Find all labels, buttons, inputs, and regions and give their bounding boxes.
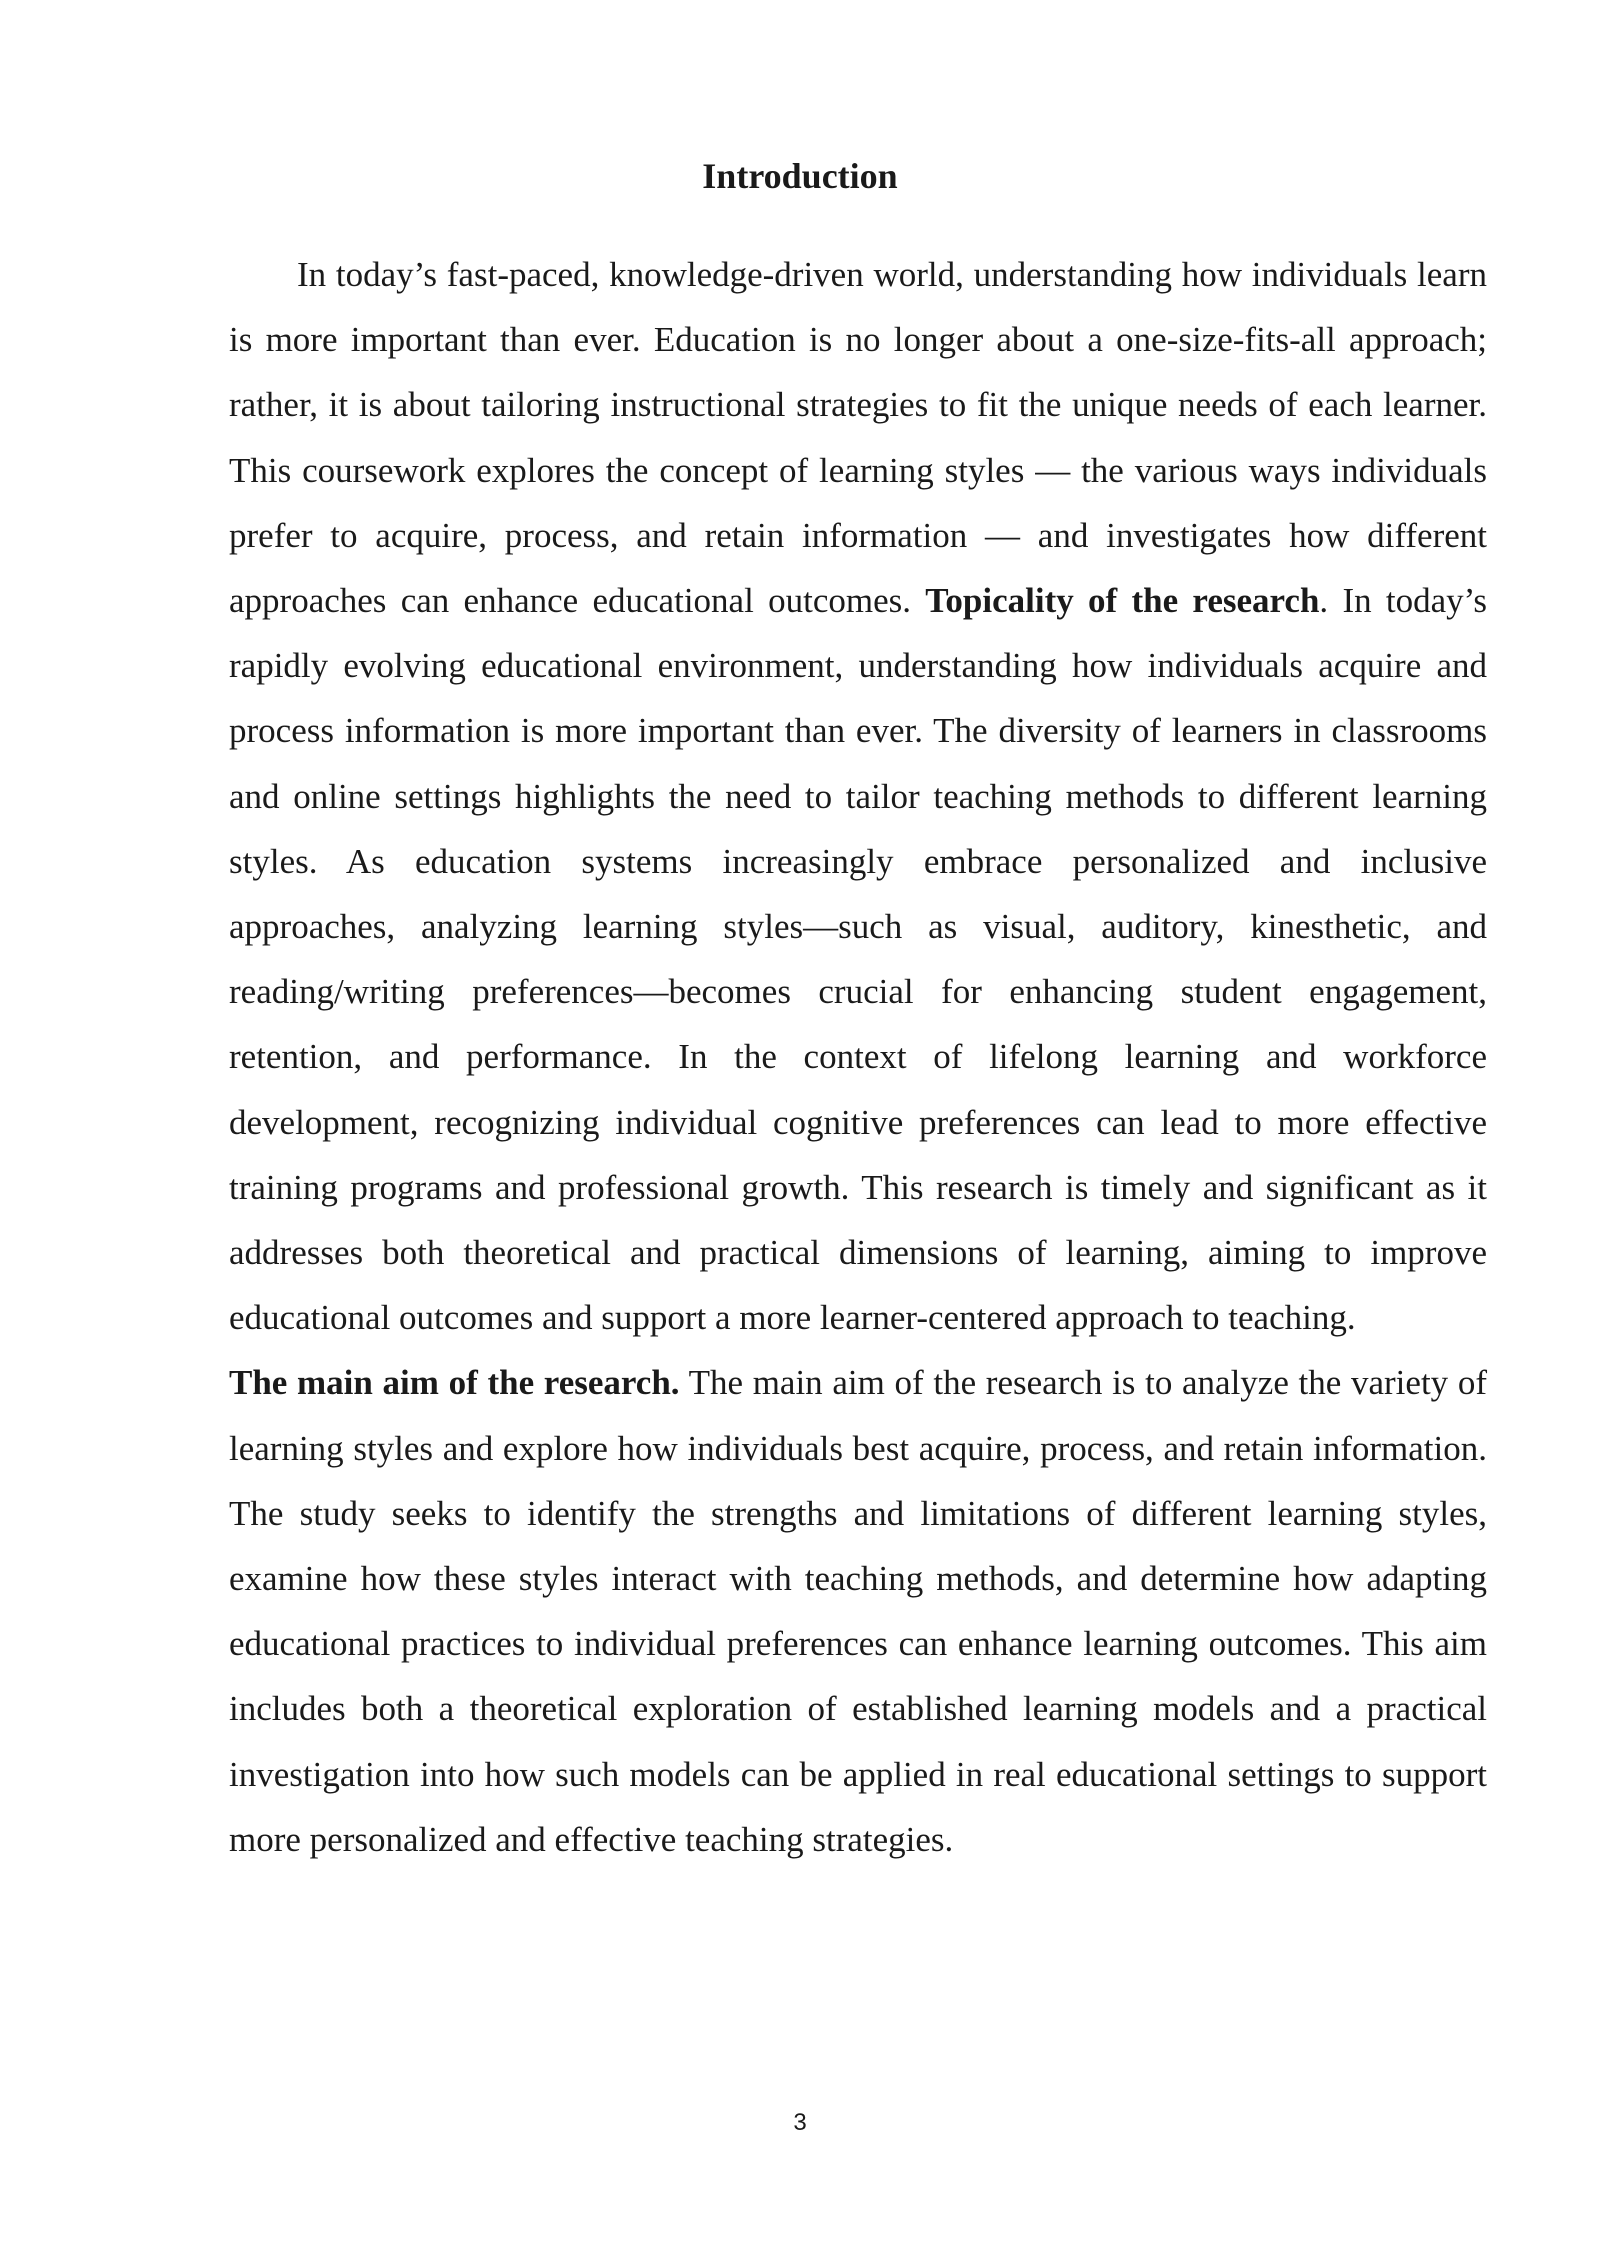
paragraph-main-aim: [229, 1350, 1487, 1872]
main-aim-heading: The main aim of the research.: [229, 1363, 680, 1403]
topicality-heading: Topicality of the research: [925, 581, 1320, 621]
topicality-text: . In today’s rapidly evolving educational environment, understanding how individuals acquire and process information is more important than ever. The diversity of learners in classrooms and online settings highlights the need to tailor teaching methods to different learning styles. As education systems increasingly embrace personalized and inclusive approaches, analyzing learning styles—such as visual, auditory, kinesthetic, and reading/writing preferences—becomes crucial for enhancing student engagement, retention, and performance. In the context of lifelong learning and workforce development, recognizing individual cognitive preferences can lead to more effective training programs and professional growth. This research is timely and significant as it addresses both theoretical and practical dimensions of learning, aiming to improve educational outcomes and support a more learner-centered approach to teaching.: [229, 581, 1488, 1338]
page-title: Introduction: [702, 156, 898, 196]
page-number: 3: [793, 2109, 807, 2136]
paragraph-introduction: [229, 242, 1487, 1350]
body-text: [229, 242, 1487, 1872]
paragraph-introduction-text: In today’s fast-paced, knowledge-driven world, understanding how individuals learn is more important than ever. Education is no longer about a one-size-fits-all approach; rather, it is about tailoring instructional strategies to fit the unique needs of each learner. This coursework explores the concept of learning styles — the various ways individuals prefer to acquire, process, and retain information — and investigates how different approaches can enhance educational outcomes.: [229, 255, 1487, 621]
main-aim-text: The main aim of the research is to analyze the variety of learning styles and explore how individuals best acquire, process, and retain information. The study seeks to identify the strengths and limitations of different learning styles, examine how these styles interact with teaching methods, and determine how adapting educational practices to individual preferences can enhance learning outcomes. This aim includes both a theoretical exploration of established learning models and a practical investigation into how such models can be applied in real educational settings to support more personalized and effective teaching strategies.: [229, 1363, 1488, 1859]
